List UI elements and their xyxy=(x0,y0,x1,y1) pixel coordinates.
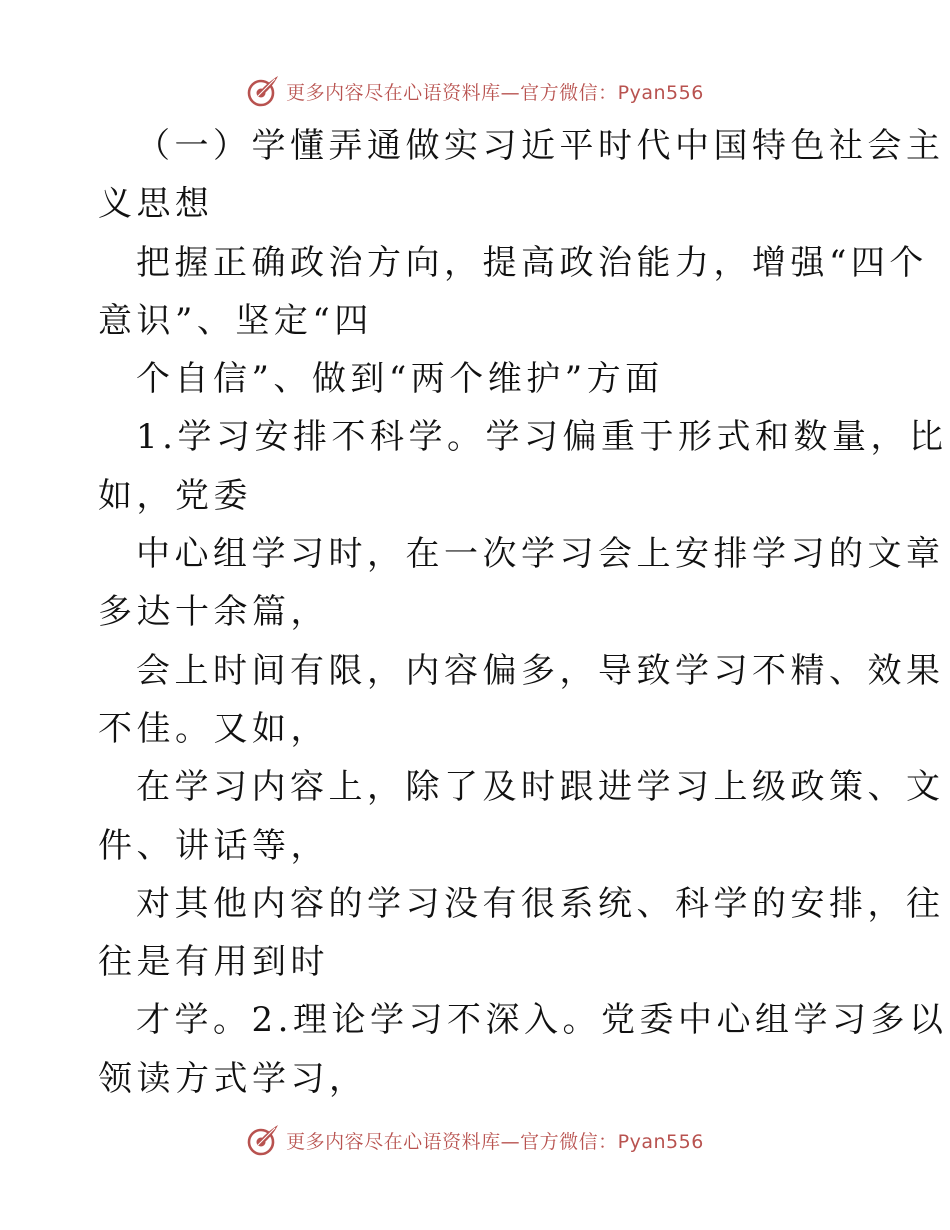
text-line: 如，党委 xyxy=(98,475,252,516)
text-line: 中心组学习时，在一次学习会上安排学习的文章 xyxy=(136,534,945,575)
text-line: 对其他内容的学习没有很系统、科学的安排，往 xyxy=(136,883,945,924)
text-line: 义思想 xyxy=(98,184,214,225)
watermark-text: 更多内容尽在心语资料库—官方微信：Pyan556 xyxy=(286,1130,704,1153)
text-line: 才学。2.理论学习不深入。党委中心组学习多以 xyxy=(136,1000,948,1041)
text-line: 不佳。又如， xyxy=(98,708,329,749)
text-line: 领读方式学习， xyxy=(98,1058,368,1099)
feather-seal-icon xyxy=(246,74,280,108)
text-line: 在学习内容上，除了及时跟进学习上级政策、文 xyxy=(136,767,945,808)
text-line: 1.学习安排不科学。学习偏重于形式和数量，比 xyxy=(136,417,948,458)
text-line: 意识”、坚定“四 xyxy=(98,300,373,341)
watermark-text: 更多内容尽在心语资料库—官方微信：Pyan556 xyxy=(286,81,704,104)
text-line: 会上时间有限，内容偏多，导致学习不精、效果 xyxy=(136,650,945,691)
text-line: （一）学懂弄通做实习近平时代中国特色社会主 xyxy=(136,126,945,166)
header-watermark xyxy=(0,71,950,111)
text-line: 件、讲话等， xyxy=(98,825,329,866)
document-body xyxy=(98,117,948,1108)
text-line: 把握正确政治方向，提高政治能力，增强“四个 xyxy=(136,242,928,283)
text-line: 个自信”、做到“两个维护”方面 xyxy=(136,359,664,400)
feather-seal-icon xyxy=(246,1123,280,1157)
footer-watermark xyxy=(0,1120,950,1160)
text-line: 往是有用到时 xyxy=(98,942,329,983)
text-line: 多达十余篇， xyxy=(98,592,329,633)
